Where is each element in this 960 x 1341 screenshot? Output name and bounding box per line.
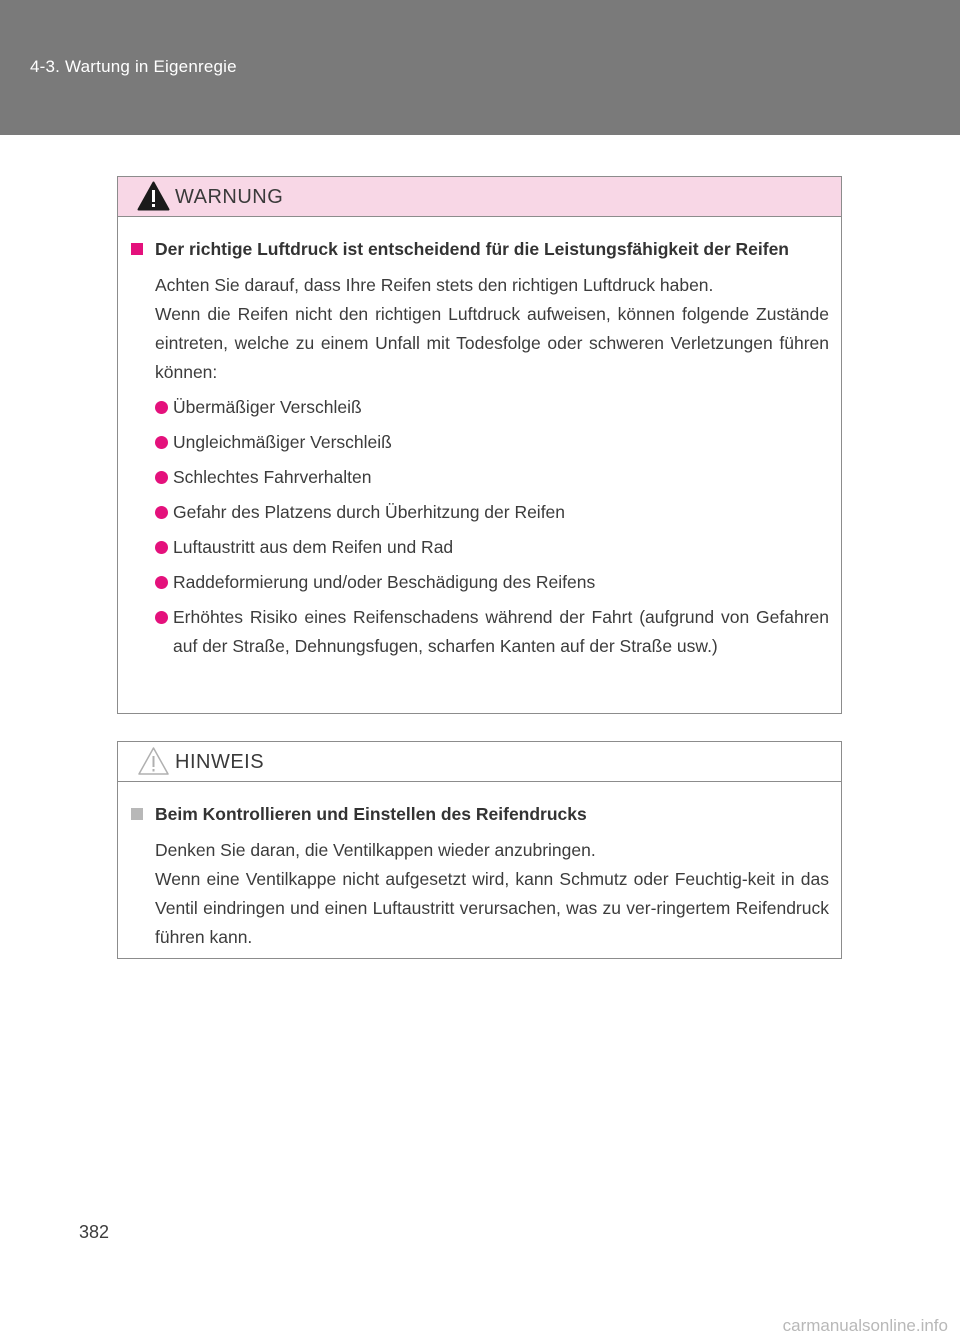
circle-bullet-icon — [155, 611, 168, 624]
list-item-text: Gefahr des Platzens durch Überhitzung der Reifen — [173, 502, 566, 522]
list-item-text: Luftaustritt aus dem Reifen und Rad — [173, 537, 454, 557]
list-item-text: Ungleichmäßiger Verschleiß — [173, 432, 392, 452]
list-item — [155, 428, 829, 457]
warning-heading-text: Der richtige Luftdruck ist entscheidend für die Leistungsfähigkeit der Reifen — [155, 239, 789, 259]
notice-box — [117, 741, 842, 959]
list-item — [155, 603, 829, 661]
list-item-text: Schlechtes Fahrverhalten — [173, 467, 372, 487]
notice-heading-text: Beim Kontrollieren und Einstellen des Reifendrucks — [155, 804, 587, 824]
circle-bullet-icon — [155, 506, 168, 519]
list-item — [155, 393, 829, 422]
notice-heading — [131, 800, 829, 829]
notice-text-1: Denken Sie daran, die Ventilkappen wieder anzubringen. — [155, 840, 596, 860]
list-item — [155, 568, 829, 597]
warning-intro-2: Wenn die Reifen nicht den richtigen Luftdruck aufweisen, können folgende Zustände eintreten, welche zu einem Unfall mit Todesfolge oder schweren Verletzungen führen können: — [155, 304, 829, 382]
page-header — [0, 0, 960, 135]
square-bullet-icon — [131, 243, 143, 255]
circle-bullet-icon — [155, 401, 168, 414]
square-bullet-icon — [131, 808, 143, 820]
warning-header — [118, 177, 841, 217]
warning-label: WARNUNG — [175, 186, 284, 208]
watermark: carmanualsonline.info — [782, 1316, 948, 1335]
warning-triangle-icon — [137, 181, 170, 211]
list-item — [155, 533, 829, 562]
warning-box — [117, 176, 842, 714]
list-item-text: Erhöhtes Risiko eines Reifenschadens während der Fahrt (aufgrund von Gefahren auf der Straße, Dehnungsfugen, scharfen Kanten auf der Straße usw.) — [173, 607, 829, 656]
circle-bullet-icon — [155, 436, 168, 449]
caution-triangle-outline-icon — [137, 746, 170, 776]
notice-text-2: Wenn eine Ventilkappe nicht aufgesetzt wird, kann Schmutz oder Feuchtig-keit in das Ventil eindringen und einen Luftaustritt verursachen, was zu ver-ringertem Reifendruck führen kann. — [155, 869, 829, 947]
list-item — [155, 498, 829, 527]
circle-bullet-icon — [155, 471, 168, 484]
list-item-text: Raddeformierung und/oder Beschädigung des Reifens — [173, 572, 596, 592]
warning-intro-1: Achten Sie darauf, dass Ihre Reifen stets den richtigen Luftdruck haben. — [155, 275, 714, 295]
list-item — [155, 463, 829, 492]
list-item-text: Übermäßiger Verschleiß — [173, 397, 362, 417]
warning-body — [118, 235, 841, 661]
notice-label: HINWEIS — [175, 751, 265, 773]
page-number: 382 — [79, 1222, 110, 1242]
notice-body — [118, 800, 841, 952]
circle-bullet-icon — [155, 576, 168, 589]
notice-header — [118, 742, 841, 782]
warning-heading — [131, 235, 829, 264]
warning-bullet-list — [131, 393, 829, 661]
circle-bullet-icon — [155, 541, 168, 554]
section-title: 4-3. Wartung in Eigenregie — [30, 57, 237, 76]
